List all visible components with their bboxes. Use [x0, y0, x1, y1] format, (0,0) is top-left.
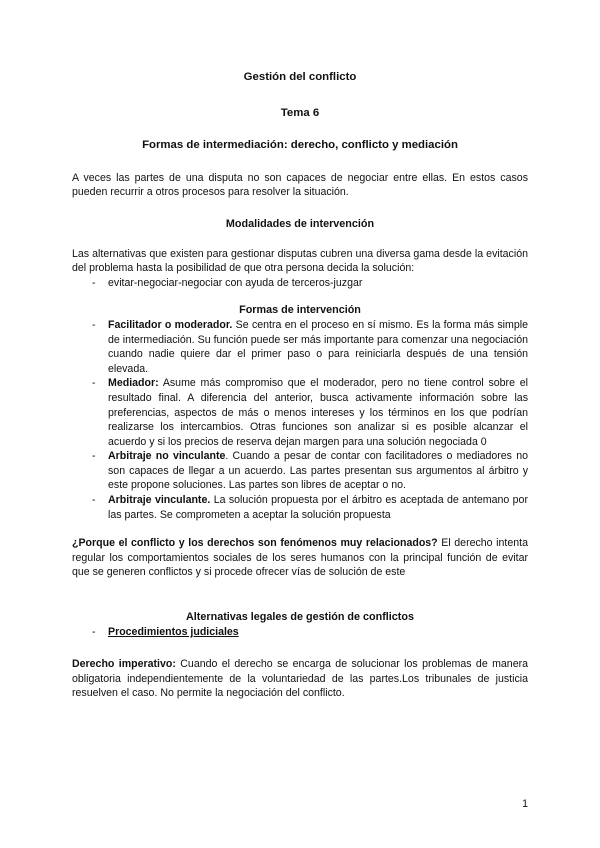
- list-item: [72, 449, 528, 493]
- derecho-imperativo-paragraph: [72, 657, 528, 701]
- document-heading: Formas de intermediación: derecho, conflicto y mediación: [142, 139, 458, 152]
- document-title: Gestión del conflicto: [243, 71, 357, 83]
- page-number: 1: [522, 798, 528, 810]
- item-term: Mediador:: [108, 377, 159, 390]
- dash-marker: -: [92, 377, 96, 390]
- list-item: [72, 493, 528, 522]
- dash-marker: -: [92, 625, 96, 638]
- item-text: Se centra en el proceso en sí mismo. Es la forma más simple de intermediación. Su función puede ser más importante para comenzar una negociación cuando nadie quiere dar el primer paso o para reiniciarla después de una tensión elevada.: [108, 318, 528, 375]
- item-text: La solución propuesta por el árbitro es aceptada de antemano por las partes. Se comprometen a aceptar la solución propuesta: [108, 494, 528, 521]
- document-subtitle: Tema 6: [280, 106, 320, 119]
- section-heading-formas: Formas de intervención: [239, 304, 361, 317]
- dash-marker: -: [92, 450, 96, 463]
- list-item: [72, 376, 528, 449]
- question-bold: ¿Porque el conflicto y los derechos son fenómenos muy relacionados?: [72, 537, 438, 550]
- dash-marker: -: [92, 276, 96, 289]
- item-term: Facilitador o moderador.: [108, 318, 233, 331]
- section-heading-legal: Alternativas legales de gestión de conflictos: [186, 611, 414, 624]
- modalidades-paragraph: Las alternativas que existen para gestionar disputas cubren una diversa gama desde la evitación del problema hasta la posibilidad de que otra persona decida la solución:: [72, 247, 528, 275]
- list-item: [72, 276, 528, 291]
- item-term: Arbitraje no vinculante: [108, 450, 226, 463]
- intro-paragraph: A veces las partes de una disputa no son capaces de negociar entre ellas. En estos casos pueden recurrir a otros procesos para resolver la situación.: [72, 171, 528, 199]
- dash-marker: -: [92, 494, 96, 507]
- question-paragraph: [72, 536, 528, 580]
- modalidades-list: [72, 276, 528, 291]
- question-text: El derecho intenta regular los comportamientos sociales de los seres humanos con la principal función de evitar que se generen conflictos y si procede ofrecer vías de solución de este: [72, 537, 528, 579]
- item-term: Arbitraje vinculante.: [108, 494, 211, 507]
- derecho-text: Cuando el derecho se encarga de solucionar los problemas de manera obligatoria independientemente de la voluntariedad de las partes.Los tribunales de justicia resuelven el caso. No permite la negociación del conflicto.: [72, 658, 529, 700]
- item-text: . Cuando a pesar de contar con facilitadores o mediadores no son capaces de llegar a un acuerdo. Las partes presentan sus argumentos al árbitro y este propone soluciones. Las partes son libres de aceptar o no.: [108, 450, 528, 492]
- modalidades-bullet-text: evitar-negociar-negociar con ayuda de terceros-juzgar: [108, 276, 363, 289]
- derecho-term: Derecho imperativo:: [72, 658, 176, 671]
- section-heading-modalidades: Modalidades de intervención: [225, 217, 375, 230]
- list-item: [72, 625, 528, 640]
- item-text: Asume más compromiso que el moderador, pero no tiene control sobre el resultado final. A diferencia del anterior, busca activamente información sobre las preferencias, aspectos de más o menos intereses y los términos en los que podrían realizarse los intercambios. Otras funciones son analizar si es posible alcanzar el acuerdo y si los precios de reserva dejan margen para una solución negociada 0: [108, 377, 528, 448]
- list-item: [72, 318, 528, 376]
- formas-list: [72, 318, 528, 522]
- procedimientos-judiciales-label: Procedimientos judiciales: [108, 625, 239, 638]
- legal-list: [72, 625, 528, 640]
- dash-marker: -: [92, 318, 96, 331]
